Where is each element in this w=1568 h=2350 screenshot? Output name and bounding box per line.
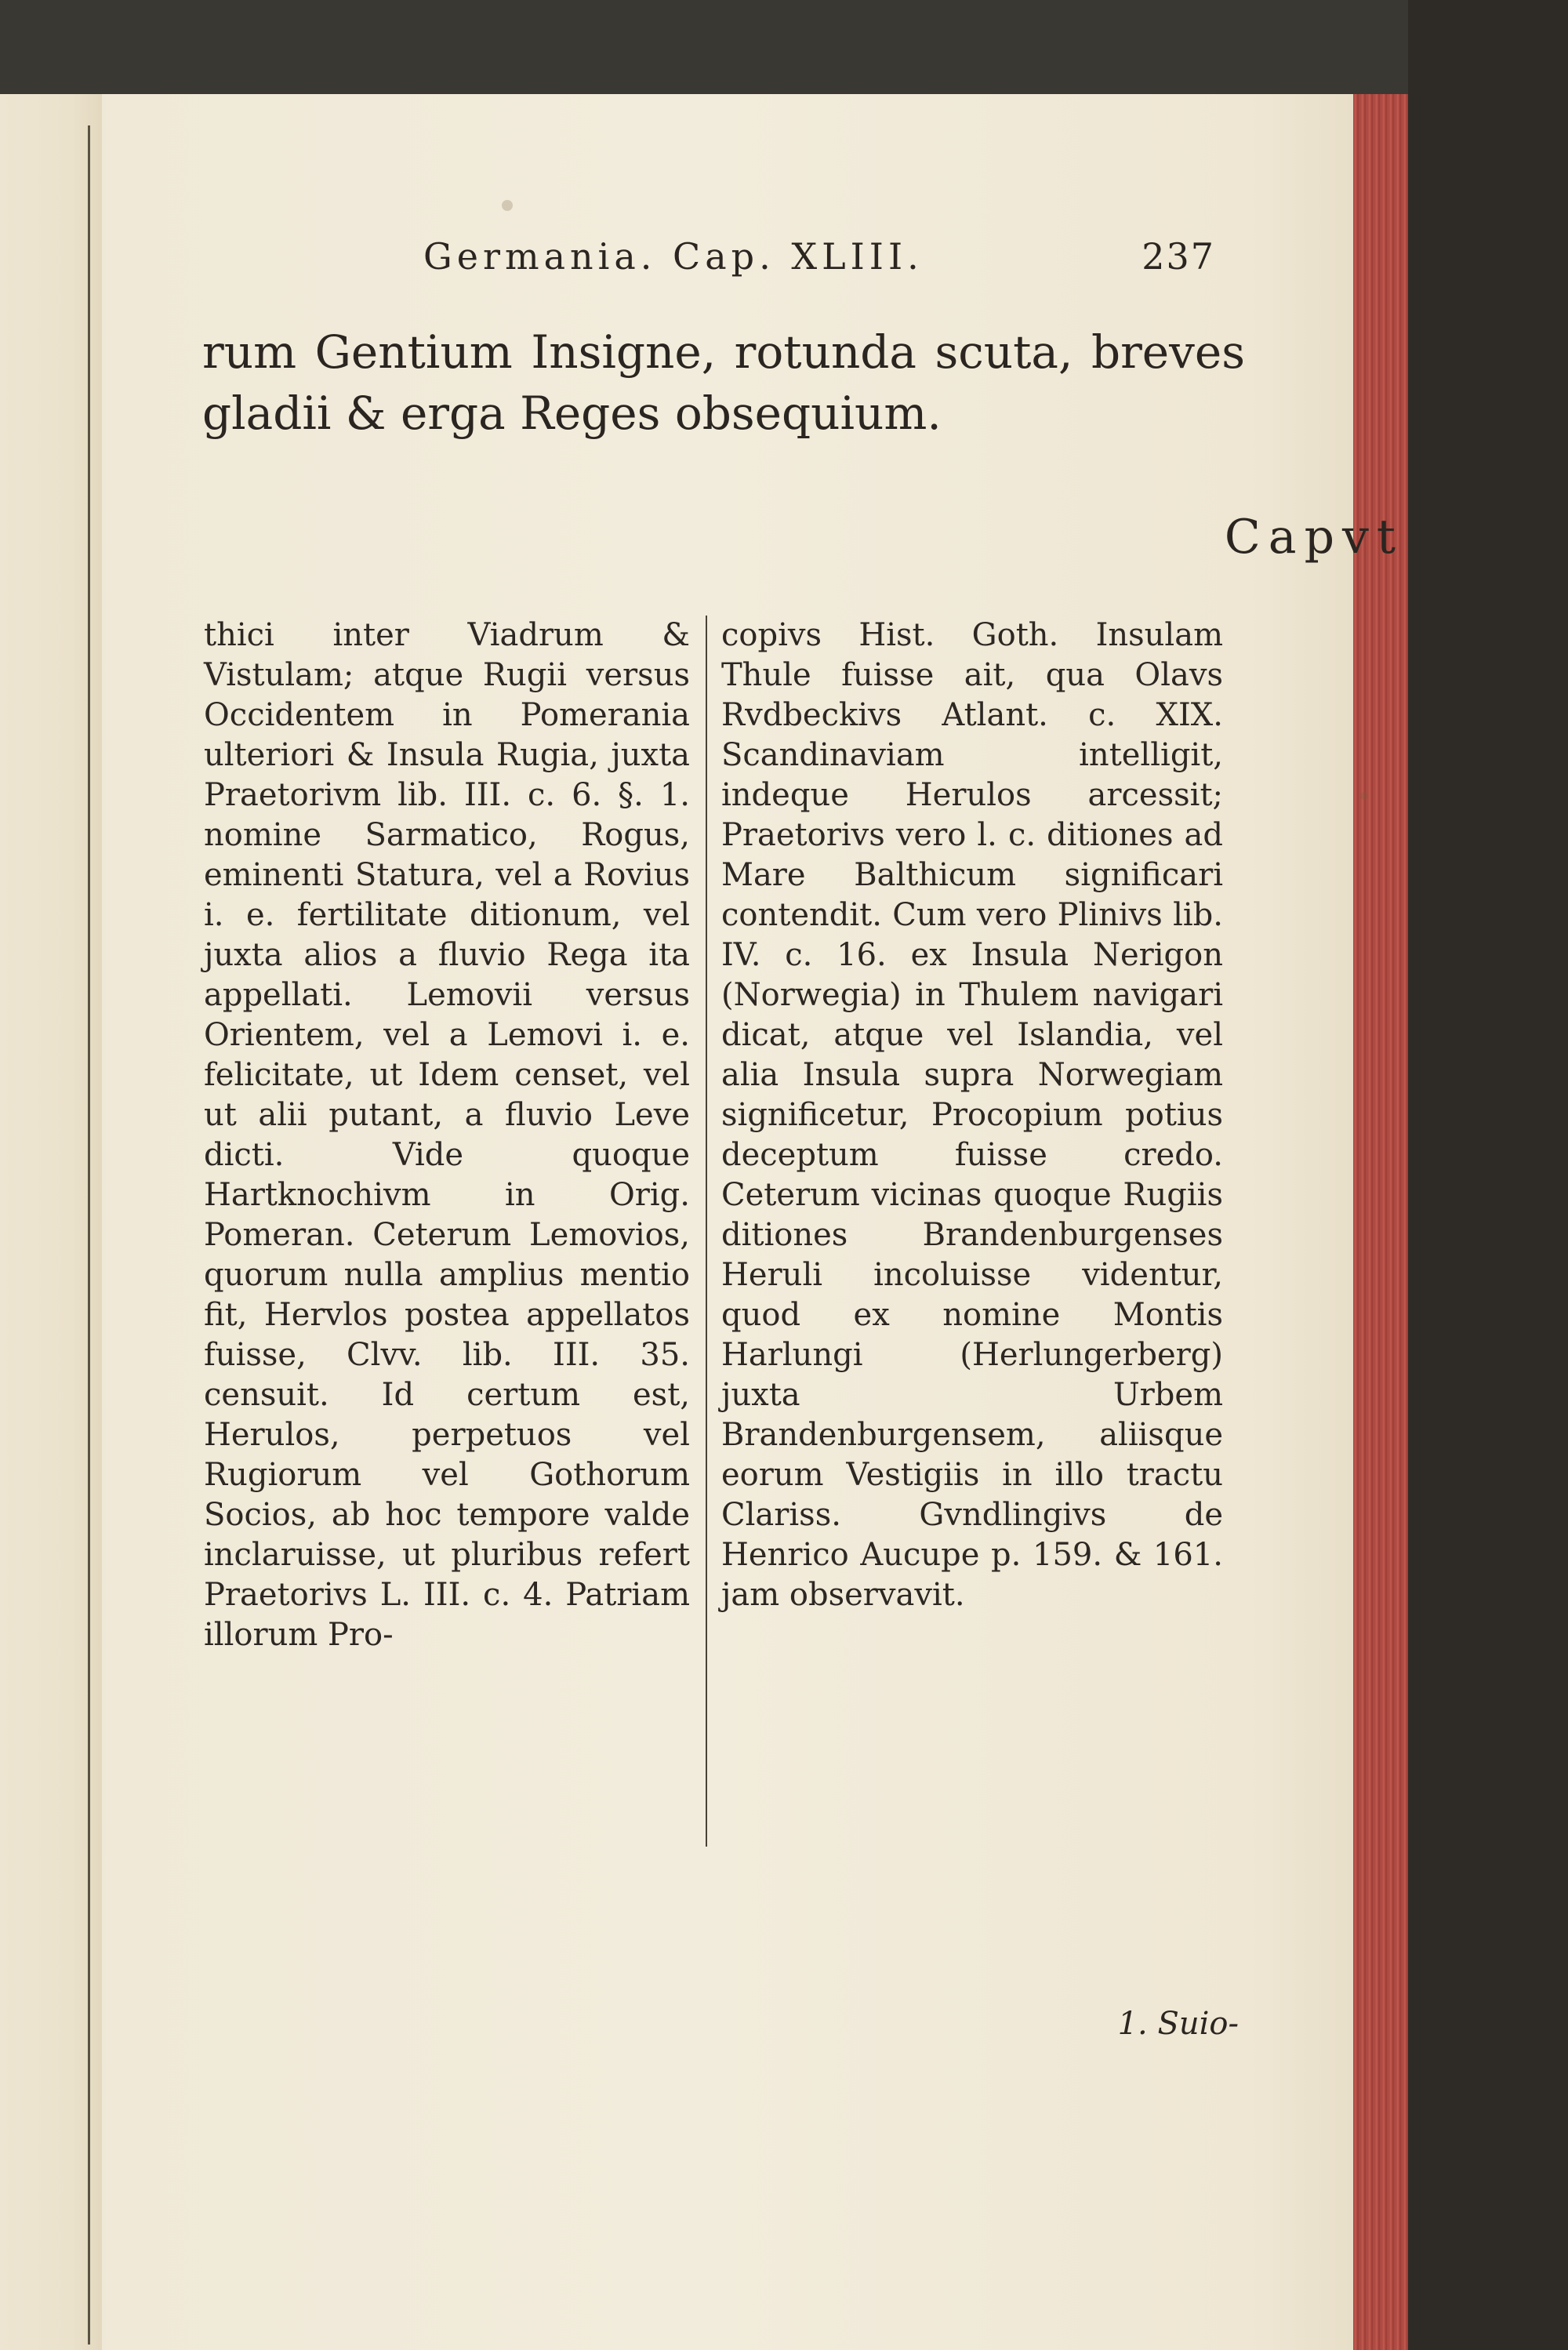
main-text-continuation: rum Gentium Insigne, rotunda scuta, breves gladii & erga Reges obsequium. [202,325,1245,440]
footnote-left-column: thici inter Viadrum & Vistulam; atque Rugii versus Occidentem in Pomerania ulteriori & Insula Rugia, juxta Praetorivm lib. III. c. 6. §. 1. nomine Sarmatico, Rogus, eminenti Statura, vel a Rovius i. e. fertilitate ditionum, vel juxta alios a fluvio Rega ita appellati. Lemovii versus Orientem, vel a Lemovi i. e. felicitate, ut Idem censet, vel ut alii putant, a fluvio Leve dicti. Vide quoque Hartknochivm in Orig. Pomeran. Ceterum Lemovios, quorum nulla amplius mentio fit, Hervlos postea appellatos fuisse, Clvv. lib. III. 35. censuit. Id certum est, Herulos, perpetuos vel Rugiorum vel Gothorum Socios, ab hoc tempore valde inclaruisse, ut pluribus refert Praetorivs L. III. c. 4. Patriam illorum Pro- [204,617,690,1653]
paper-spot [1360,792,1368,800]
page-gutter [0,94,102,2350]
paper-spot [502,200,513,211]
background-edge [1408,0,1568,2350]
catchword: 1. Suio- [1117,2006,1239,2042]
chapter-heading: Capvt [1224,510,1403,565]
footnote-right-column: copivs Hist. Goth. Insulam Thule fuisse ait, qua Olavs Rvdbeckivs Atlant. c. XIX. Scandinaviam intelligit, indeque Herulos arcessit; Praetorivs vero l. c. ditiones ad Mare Balthicum significari contendit. Cum vero Plinivs lib. IV. c. 16. ex Insula Nerigon (Norwegia) in Thulem navigari dicat, atque vel Islandia, vel alia Insula supra Norwegiam significetur, Procopium potius deceptum fuisse credo. Ceterum vicinas quoque Rugiis ditiones Brandenburgenses Heruli incoluisse videntur, quod ex nomine Montis Harlungi (Herlungerberg) juxta Urbem Brandenburgensem, aliisque eorum Vestigiis in illo tractu Clariss. Gvndlingivs de Henrico Aucupe p. 159. & 161. jam observavit. [721,617,1223,1613]
running-title: Germania. Cap. XLIII. [423,235,924,278]
binding-fold [88,125,90,2345]
red-page-edge [1353,94,1408,2350]
column-divider [706,616,707,1847]
page-number: 237 [1142,235,1215,278]
running-header [423,235,1215,290]
